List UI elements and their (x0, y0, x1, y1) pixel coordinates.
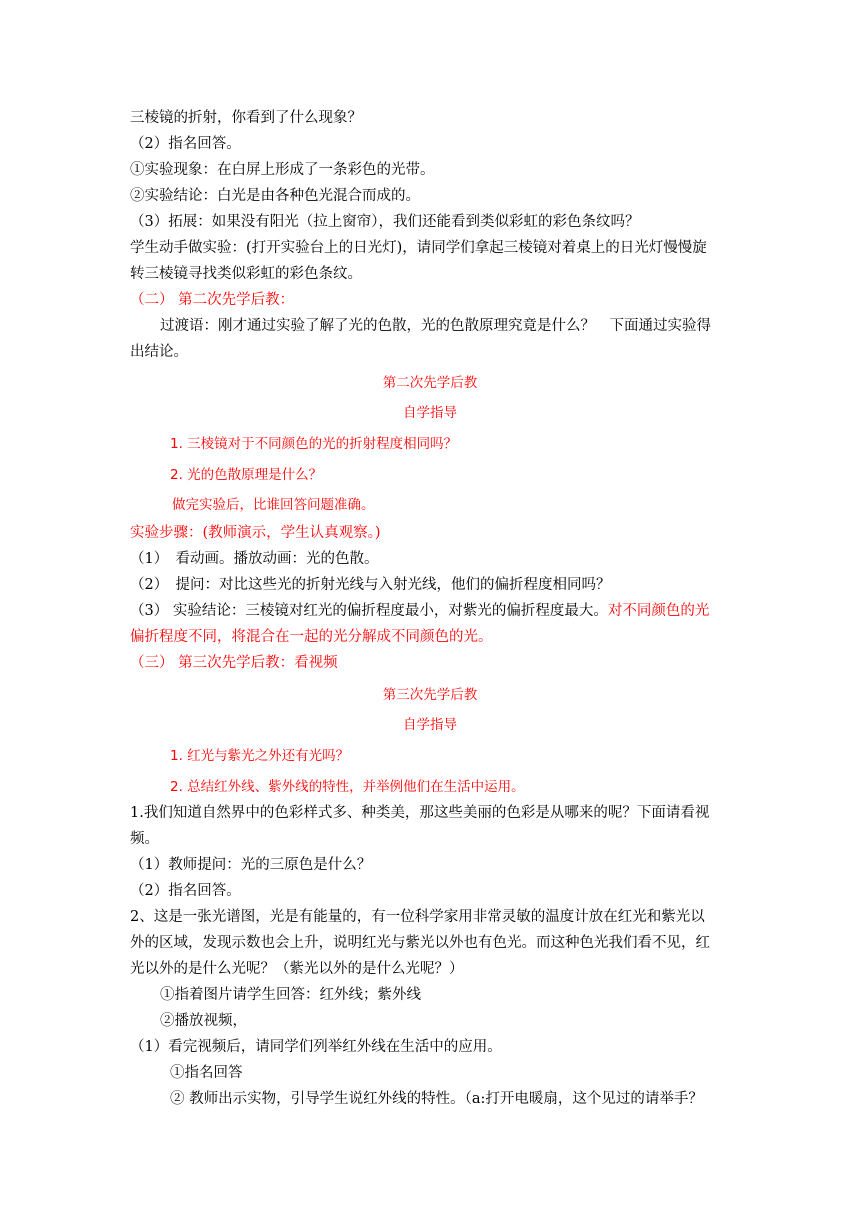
text-line: 实验步骤：(教师演示，学生认真观察。) (130, 525, 381, 541)
text-line: ①指着图片请学生回答：红外线；紫外线 (160, 987, 421, 1003)
text-segment: （3） 实验结论：三棱镜对红光的偏折程度最小，对紫光的偏折程度最大。 (130, 603, 608, 619)
text-line: （3）拓展：如果没有阳光（拉上窗帘），我们还能看到类似彩虹的彩色条纹吗？ (130, 214, 640, 230)
guide-item: 2. 光的色散原理是什么？ (170, 467, 323, 483)
guide-title: 自学指导 (403, 717, 457, 733)
text-line: ② 教师出示实物，引导学生说红外线的特性。（a:打开电暖扇，这个见过的请举手？ (170, 1091, 703, 1107)
text-line: 外的区域，发现示数也会上升，说明红光与紫光以外也有色光。而这种色光我们看不见，红 (130, 935, 710, 951)
text-line: ②播放视频， (160, 1013, 247, 1029)
text-line: 偏折程度不同，将混合在一起的光分解成不同颜色的光。 (130, 629, 493, 645)
section-heading (130, 652, 730, 674)
guide-title: 自学指导 (403, 405, 457, 421)
text-line: ①实验现象：在白屏上形成了一条彩色的光带。 (130, 162, 435, 178)
text-line: ①指名回答 (170, 1065, 243, 1081)
text-line: （2）指名回答。 (130, 883, 241, 899)
guide-item: 1. 红光与紫光之外还有光吗？ (170, 748, 350, 764)
guide-item: 2. 总结红外线、紫外线的特性，并举例他们在生活中运用。 (170, 779, 525, 795)
text-line: 频。 (130, 831, 159, 847)
section-heading: （二） 第二次先学后教： (130, 292, 295, 308)
subsection-title: 第三次先学后教 (382, 687, 478, 703)
guide-note: 做完实验后，比谁回答问题准确。 (172, 497, 375, 513)
text-line: 过渡语：刚才通过实验了解了光的色散，光的色散原理究竟是什么？ 下面通过实验得 (160, 318, 711, 334)
subsection-title: 第二次先学后教 (382, 375, 478, 391)
text-line: 2、这是一张光谱图，光是有能量的，有一位科学家用非常灵敏的温度计放在红光和紫光以 (130, 909, 705, 925)
text-line: 三棱镜的折射，你看到了什么现象？ (130, 110, 362, 126)
text-segment-highlight: 对不同颜色的光 (607, 603, 710, 619)
text-line: 光以外的是什么光呢？（紫光以外的是什么光呢？） (130, 961, 464, 977)
text-segment: （三） 第三次先学后教：看视频 (130, 655, 338, 671)
text-line: （2） 提问：对比这些光的折射光线与入射光线，他们的偏折程度相同吗？ (130, 577, 611, 593)
text-line: （1）看完视频后，请同学们列举红外线在生活中的应用。 (130, 1039, 502, 1055)
guide-item: 1. 三棱镜对于不同颜色的光的折射程度相同吗？ (170, 436, 458, 452)
text-line: （1） 看动画。播放动画：光的色散。 (130, 551, 379, 567)
text-line: 1.我们知道自然界中的色彩样式多、种类美，那这些美丽的色彩是从哪来的呢？下面请看视 (130, 805, 710, 821)
text-line: ②实验结论：白光是由各种色光混合而成的。 (130, 188, 420, 204)
text-line (130, 600, 730, 622)
text-line: 学生动手做实验：(打开实验台上的日光灯)，请同学们拿起三棱镜对着桌上的日光灯慢慢旋 (130, 240, 707, 256)
text-line: 转三棱镜寻找类似彩虹的彩色条纹。 (130, 266, 362, 282)
text-line: （1）教师提问：光的三原色是什么？ (130, 857, 372, 873)
text-line: 出结论。 (130, 344, 188, 360)
text-line: （2）指名回答。 (130, 136, 241, 152)
